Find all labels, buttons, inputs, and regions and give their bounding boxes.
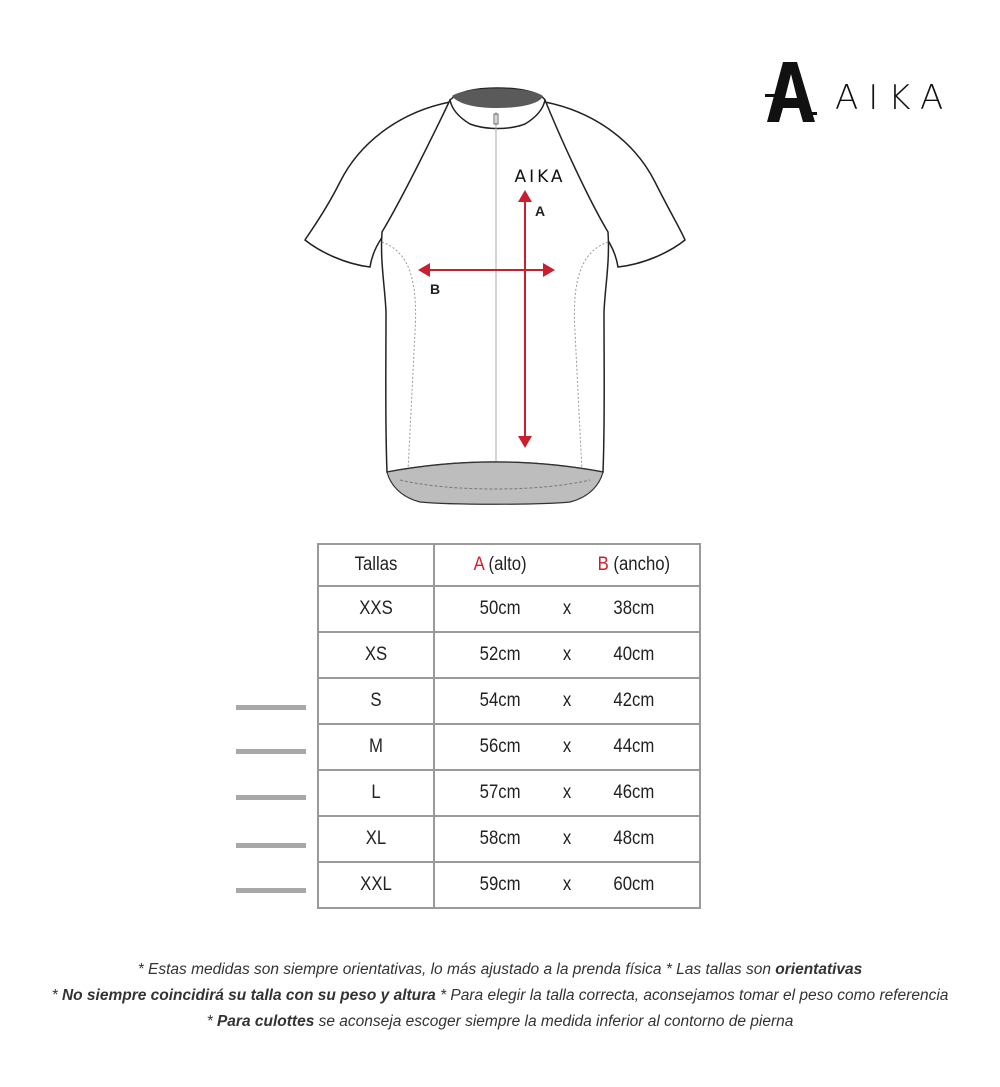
size-cell: L	[325, 770, 427, 816]
b-value: 48cm	[613, 828, 655, 849]
times-sign: x	[562, 874, 572, 895]
a-value: 59cm	[479, 874, 521, 895]
note-text: *	[206, 1013, 217, 1030]
table-row	[318, 770, 700, 816]
note-line-3	[0, 1009, 1000, 1035]
aika-logo	[765, 60, 980, 126]
label-b: B	[430, 281, 441, 297]
aika-logo-mark-icon	[765, 60, 817, 124]
header-measures	[450, 544, 684, 586]
times-sign: x	[562, 828, 572, 849]
header-a-letter: A	[473, 554, 484, 575]
row-marker-xl	[236, 843, 306, 848]
a-value: 54cm	[479, 690, 521, 711]
hem-band	[387, 462, 603, 504]
note-line-1	[0, 957, 1000, 983]
note-text: * Estas medidas son siempre orientativas, lo más ajustado a la prenda física * Las tallas son	[137, 961, 776, 978]
header-size: Tallas	[325, 544, 427, 586]
size-cell: XXL	[325, 862, 427, 908]
header-b-text: (ancho)	[613, 554, 671, 575]
size-cell: M	[325, 724, 427, 770]
times-sign: x	[562, 644, 572, 665]
jersey-diagram	[300, 82, 690, 512]
note-emphasis: orientativas	[775, 961, 863, 978]
a-value: 58cm	[479, 828, 521, 849]
times-sign: x	[562, 598, 572, 619]
size-cell: XXS	[325, 586, 427, 632]
header-a-text: (alto)	[488, 554, 527, 575]
header-b-letter: B	[597, 554, 609, 575]
size-cell: XL	[325, 816, 427, 862]
size-table	[317, 543, 701, 909]
b-value: 44cm	[613, 736, 655, 757]
notes	[0, 957, 1000, 1035]
table-row	[318, 816, 700, 862]
times-sign: x	[562, 782, 572, 803]
note-emphasis: Para culottes	[216, 1013, 315, 1030]
b-value: 38cm	[613, 598, 655, 619]
b-value: 46cm	[613, 782, 655, 803]
logo-wordmark: AIKA	[835, 78, 954, 118]
a-value: 50cm	[479, 598, 521, 619]
times-sign: x	[562, 736, 572, 757]
note-text: * Para elegir la talla correcta, aconsejamos tomar el peso como referencia	[435, 987, 949, 1004]
times-sign: x	[562, 690, 572, 711]
table-row	[318, 862, 700, 908]
jersey-print-logo: AIKA	[514, 167, 566, 187]
note-line-2	[0, 983, 1000, 1009]
note-text: se aconseja escoger siempre la medida inferior al contorno de pierna	[314, 1013, 794, 1030]
table-row	[318, 632, 700, 678]
row-marker-xxl	[236, 888, 306, 893]
table-row	[318, 678, 700, 724]
note-text: *	[51, 987, 62, 1004]
row-marker-s	[236, 705, 306, 710]
note-emphasis: No siempre coincidirá su talla con su peso y altura	[61, 987, 436, 1004]
size-cell: XS	[325, 632, 427, 678]
label-a: A	[535, 203, 546, 219]
row-marker-l	[236, 795, 306, 800]
row-marker-m	[236, 749, 306, 754]
a-value: 56cm	[479, 736, 521, 757]
size-cell: S	[325, 678, 427, 724]
a-value: 52cm	[479, 644, 521, 665]
table-row	[318, 724, 700, 770]
b-value: 60cm	[613, 874, 655, 895]
b-value: 40cm	[613, 644, 655, 665]
table-header-row	[318, 544, 700, 586]
b-value: 42cm	[613, 690, 655, 711]
a-value: 57cm	[479, 782, 521, 803]
table-row	[318, 586, 700, 632]
